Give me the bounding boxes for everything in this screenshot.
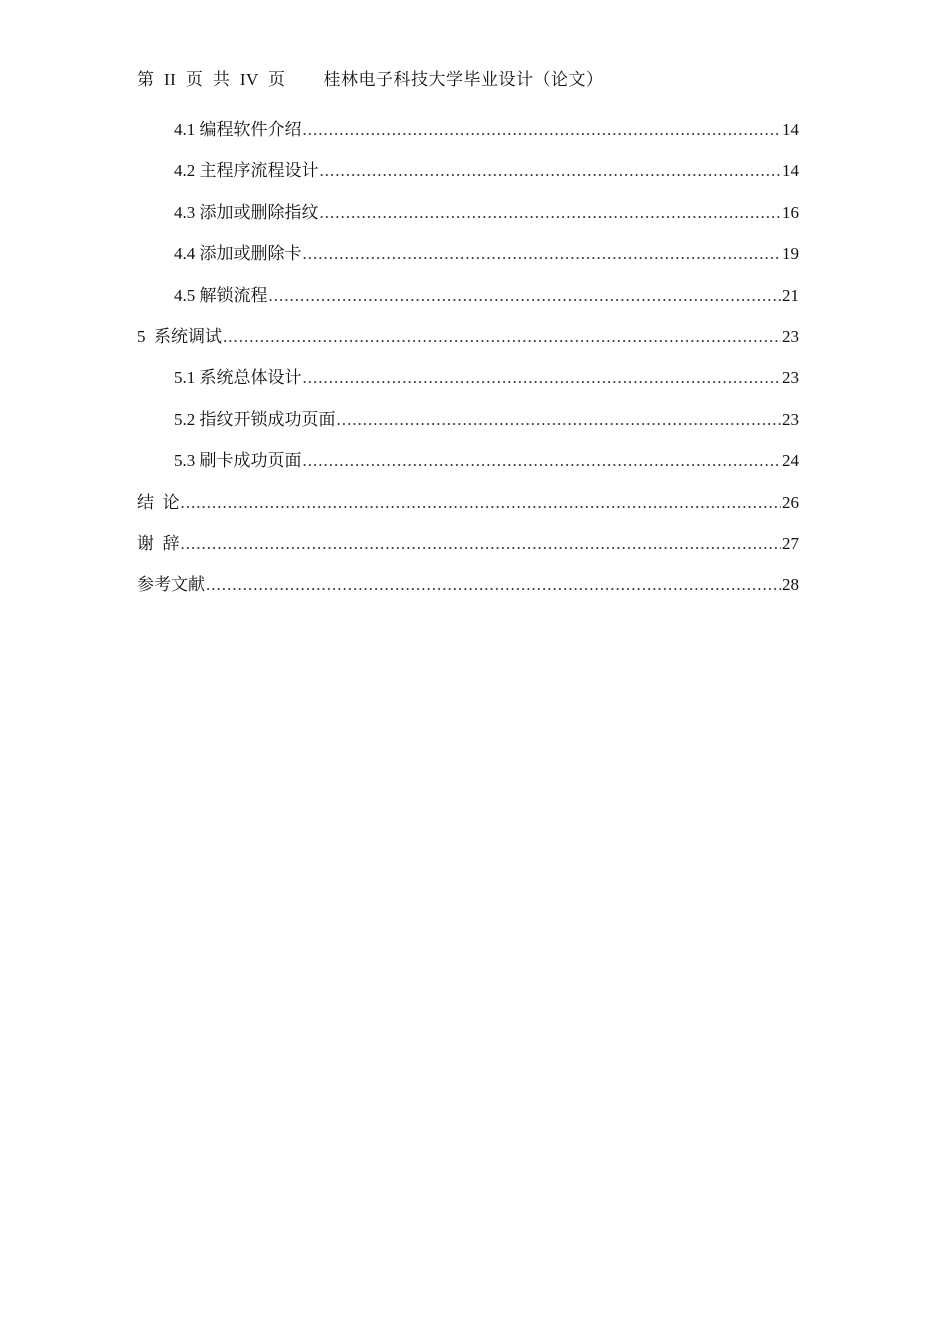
toc-entry-title: 谢 辞 xyxy=(137,533,180,553)
toc-entry-title: 5.3 刷卡成功页面 xyxy=(174,451,302,471)
page-header: 第 II 页 共 IV 页 桂林电子科技大学毕业设计（论文） xyxy=(137,70,604,89)
toc-entry[interactable] xyxy=(137,573,799,614)
toc-entry[interactable] xyxy=(137,242,799,283)
toc-dot-leader xyxy=(181,532,782,556)
toc-entry-title: 结 论 xyxy=(137,492,180,512)
toc-entry-page: 21 xyxy=(782,285,799,305)
toc-entry-page: 27 xyxy=(782,533,799,553)
toc-entry[interactable] xyxy=(137,491,799,532)
toc-dot-leader xyxy=(223,325,781,349)
toc-dot-leader xyxy=(337,408,782,432)
toc-entry-page: 14 xyxy=(782,120,799,139)
toc-dot-leader xyxy=(303,242,782,266)
toc-entry-title: 4.2 主程序流程设计 xyxy=(174,161,319,181)
toc-entry-page: 19 xyxy=(782,244,799,264)
toc-entry-page: 24 xyxy=(782,451,799,471)
toc-entry[interactable] xyxy=(137,532,799,573)
table-of-contents xyxy=(137,118,799,615)
toc-entry[interactable] xyxy=(137,201,799,242)
toc-entry[interactable] xyxy=(137,284,799,325)
toc-entry[interactable] xyxy=(137,325,799,366)
toc-dot-leader xyxy=(303,449,782,473)
toc-entry-title: 4.4 添加或删除卡 xyxy=(174,244,302,264)
toc-entry-title: 5.1 系统总体设计 xyxy=(174,368,302,388)
toc-entry-title: 参考文献 xyxy=(137,575,205,595)
toc-dot-leader xyxy=(206,573,781,597)
toc-dot-leader xyxy=(269,284,782,308)
toc-entry[interactable] xyxy=(137,118,799,159)
toc-entry-page: 23 xyxy=(782,368,799,388)
toc-entry-page: 16 xyxy=(782,202,799,222)
toc-entry-page: 28 xyxy=(782,575,799,595)
toc-dot-leader xyxy=(303,118,782,142)
toc-dot-leader xyxy=(320,159,782,183)
toc-entry-title: 5 系统调试 xyxy=(137,326,222,346)
toc-entry[interactable] xyxy=(137,408,799,449)
toc-entry-title: 5.2 指纹开锁成功页面 xyxy=(174,409,336,429)
toc-dot-leader xyxy=(303,366,782,390)
toc-entry-title: 4.3 添加或删除指纹 xyxy=(174,202,319,222)
toc-entry-title: 4.5 解锁流程 xyxy=(174,285,268,305)
toc-entry-page: 23 xyxy=(782,409,799,429)
toc-entry-page: 14 xyxy=(782,161,799,181)
toc-entry-page: 23 xyxy=(782,326,799,346)
toc-entry[interactable] xyxy=(137,366,799,407)
toc-dot-leader xyxy=(320,201,782,225)
toc-dot-leader xyxy=(181,491,782,515)
toc-entry-page: 26 xyxy=(782,492,799,512)
toc-entry-title: 4.1 编程软件介绍 xyxy=(174,120,302,139)
toc-entry[interactable] xyxy=(137,159,799,200)
toc-entry[interactable] xyxy=(137,449,799,490)
